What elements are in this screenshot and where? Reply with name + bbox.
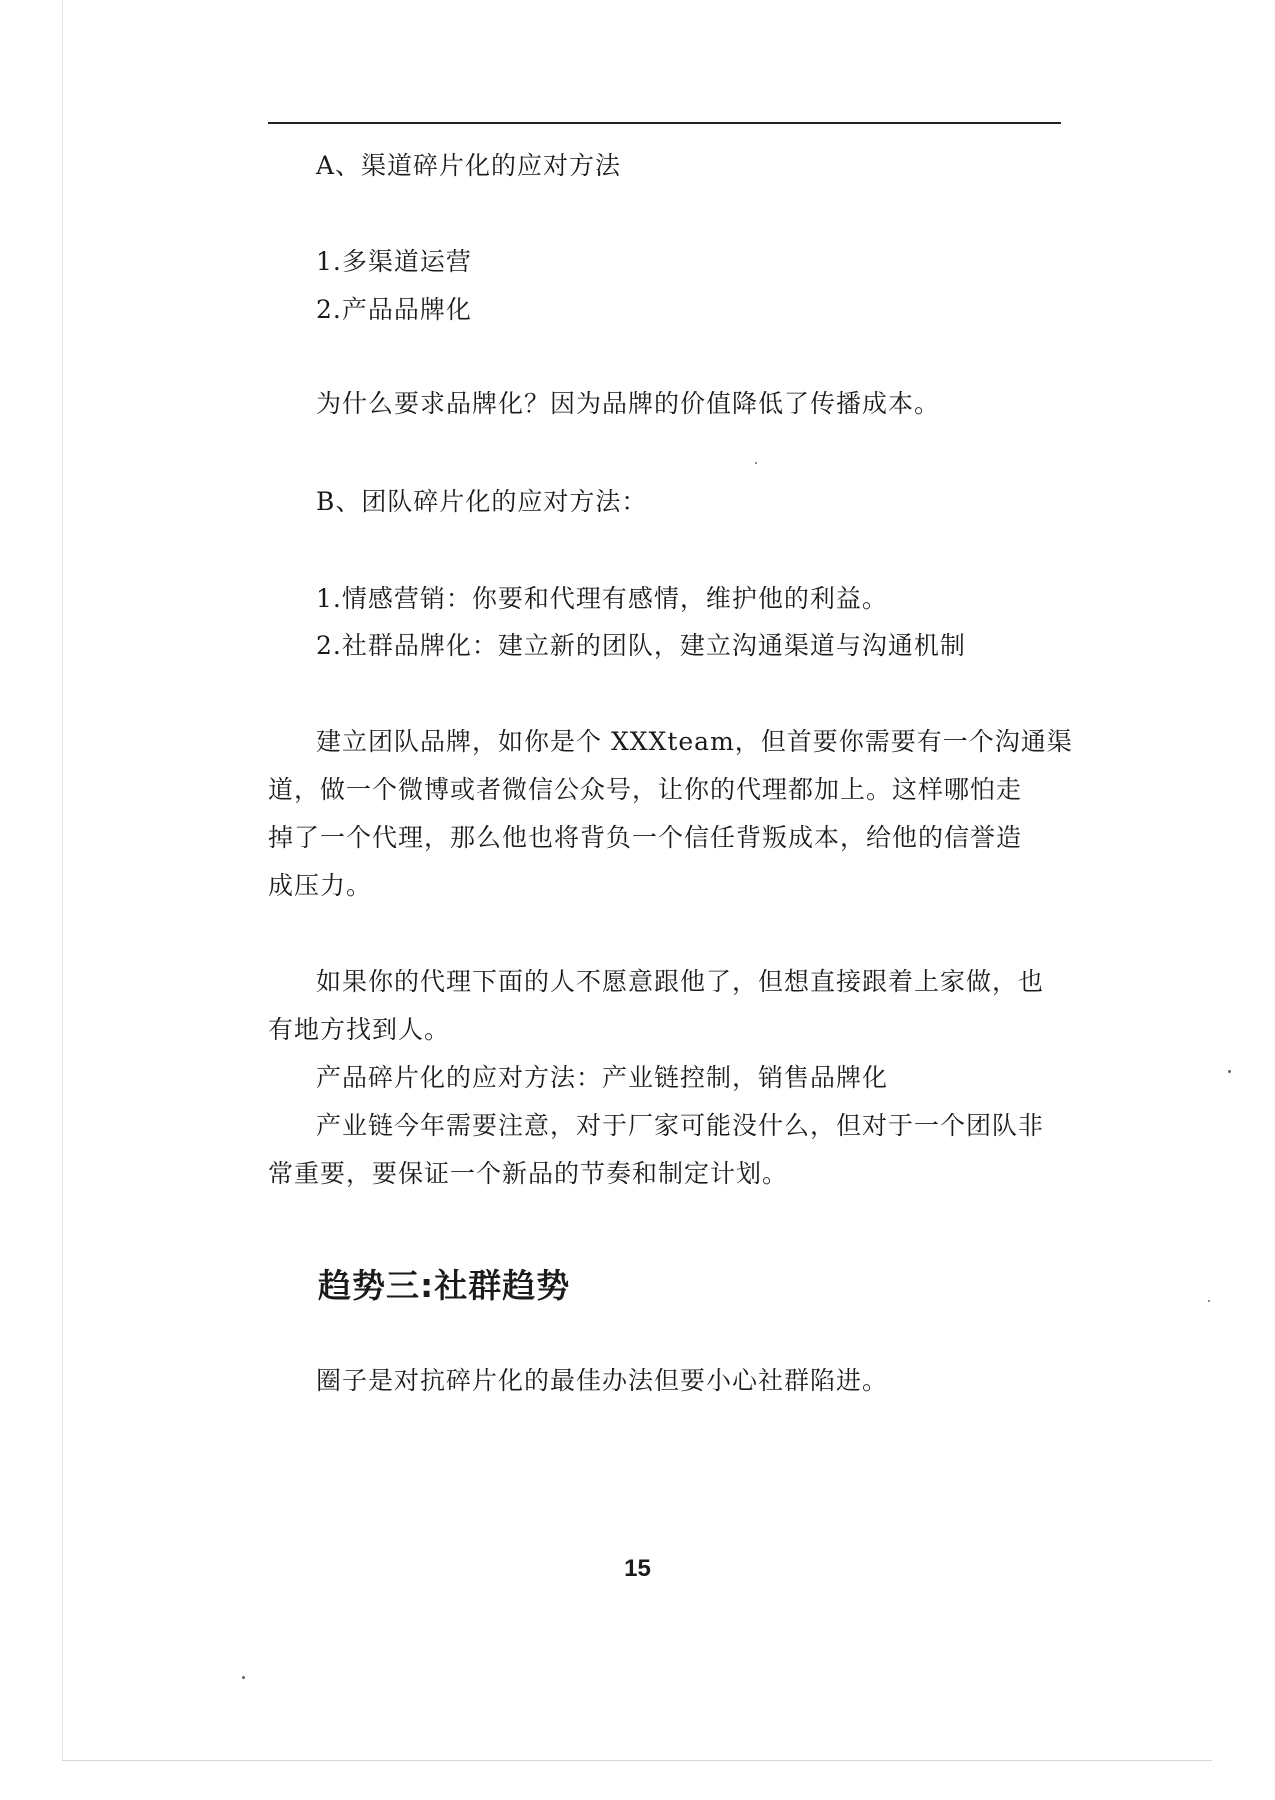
list-item: 1.多渠道运营 [316,247,472,276]
scan-speck [242,1676,245,1679]
paragraph-line: 如果你的代理下面的人不愿意跟他了，但想直接跟着上家做，也 [316,967,1045,996]
paragraph-line: 有地方找到人。 [268,1015,451,1044]
paragraph-line: 常重要，要保证一个新品的节奏和制定计划。 [268,1159,789,1188]
page-edge-left [62,0,63,1760]
page-edge-bottom [62,1760,1212,1761]
list-item: 1.情感营销：你要和代理有感情，维护他的利益。 [316,584,888,613]
paragraph-line: 产品碎片化的应对方法：产业链控制，销售品牌化 [316,1063,889,1092]
page-number: 15 [624,1555,651,1582]
list-item: 2.社群品牌化：建立新的团队，建立沟通渠道与沟通机制 [316,631,966,660]
list-item: 2.产品品牌化 [316,295,472,324]
header-rule [268,122,1061,124]
paragraph-line: 道，做一个微博或者微信公众号，让你的代理都加上。这样哪怕走 [268,775,1023,804]
heading-b: B、团队碎片化的应对方法： [316,487,648,516]
paragraph-closing: 圈子是对抗碎片化的最佳办法但要小心社群陷进。 [316,1366,889,1395]
paragraph-why: 为什么要求品牌化？因为品牌的价值降低了传播成本。 [316,389,941,418]
paragraph-line: 建立团队品牌，如你是个 XXXteam，但首要你需要有一个沟通渠 [316,727,1073,756]
paragraph-line: 掉了一个代理，那么他也将背负一个信任背叛成本，给他的信誉造 [268,823,1023,852]
paragraph-line: 成压力。 [268,871,373,900]
section-heading: 趋势三:社群趋势 [318,1266,571,1305]
heading-a: A、渠道碎片化的应对方法 [316,151,622,180]
paragraph-line: 产业链今年需要注意，对于厂家可能没什么，但对于一个团队非 [316,1111,1045,1140]
scan-speck [1208,1300,1210,1302]
scan-speck [755,462,757,464]
scan-speck [1228,1070,1231,1073]
